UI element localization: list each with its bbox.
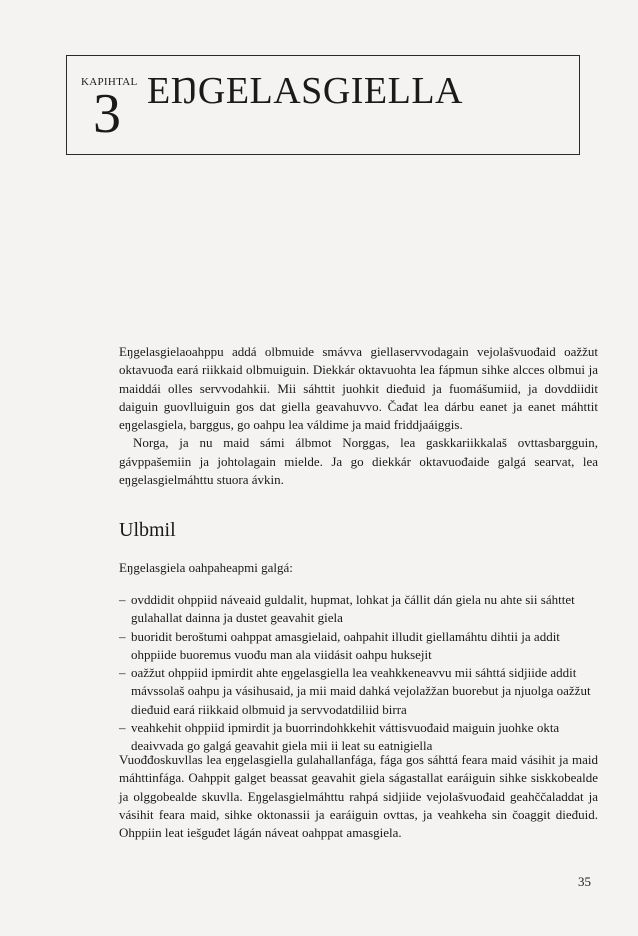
chapter-header-box <box>66 55 580 155</box>
chapter-title: EŊGELASGIELLA <box>147 70 463 112</box>
goal-text: oažžut ohppiid ipmirdit ahte eŋgelasgiella lea veahkkeneavvu mii sáhttá sidjiide addit mávssolaš oahpu ja vásihusaid, ja mii maid dahká vejolažžan buorebut ja njuolga oažžut dieđuid eará riikkaid olbmuid ja servvodatdiliid birra <box>131 665 591 717</box>
intro-section <box>119 343 598 489</box>
section-heading: Ulbmil <box>119 519 176 541</box>
section-lead: Eŋgelasgiela oahpaheapmi galgá: <box>119 560 293 575</box>
goal-item <box>119 664 598 719</box>
chapter-kicker: KAPIHTAL <box>81 76 138 88</box>
goal-text: ovddidit ohppiid náveaid guldalit, hupmat, lohkat ja čállit dán giela nu ahte sii sáhttet gulahallat dainna ja dustet geavahit giela <box>131 592 575 626</box>
goal-text: veahkehit ohppiid ipmirdit ja buorrindohkkehit váttisvuođaid maiguin juohke okta deaivvada go galgá geavahit giela mii ii leat su eatnigiella <box>131 720 560 754</box>
goal-item <box>119 591 598 628</box>
goals-list <box>119 591 598 756</box>
closing-paragraph: Vuođđoskuvllas lea eŋgelasgiella gulahallanfága, fága gos sáhttá feara maid vásihit ja maid máhttinfága. Oahppit galget beassat geavahit giela ságastallat earáiguin sihke siskkobealde ja olggobealde skuvlla. Eŋgelasgielmáhttu rahpá sidjiide vejolašvuođaid geahččaladdat ja vásihit feara maid, sihke oktonassii ja earáiguin ovttas, ja veahkeha sin čoaggit dieđuid. Ohppiin leat iešguđet lágán náveat oahppat amasgiela. <box>119 752 598 841</box>
bullet-dash: – <box>119 665 126 681</box>
intro-paragraph: Eŋgelasgielaoahppu addá olbmuide smávva giellaservvodagain vejolašvuođaid oažžut oktavuođa eará riikkaid olbmuiguin. Diekkár oktavuohta lea fápmun sihke alcces olbmui ja maiddái olles servvodahkii. Mii sáhttit juohkit dieđuid ja fuomášumiid, ja dovddiidit daiguin guovlluiguin gos dat giella geavahuvvo. Čađat lea dárbu eanet ja eanet máhttit eŋgelasgiela, barggus, go oahpu lea váldime ja maid friddjaáiggis. <box>119 344 598 433</box>
page-number: 35 <box>578 874 591 889</box>
bullet-dash: – <box>119 720 126 736</box>
goal-text: buoridit beroštumi oahppat amasgielaid, oahpahit illudit giellamáhtu dihtii ja addit ohppiide buoremus vuođu man ala viidásit oahpu huksejit <box>131 628 560 662</box>
intro-paragraph: Norga, ja nu maid sámi álbmot Norggas, lea gaskkariikkalaš ovttasbargguin, gávppašemiin ja johtolagain mielde. Ja go diekkár oktavuođaide galgá searvat, lea eŋgelasgielmáhttu stuora ávkin. <box>119 435 598 488</box>
goal-item <box>119 628 598 665</box>
bullet-dash: – <box>119 592 126 607</box>
bullet-dash: – <box>119 628 126 644</box>
chapter-number: 3 <box>93 83 121 145</box>
